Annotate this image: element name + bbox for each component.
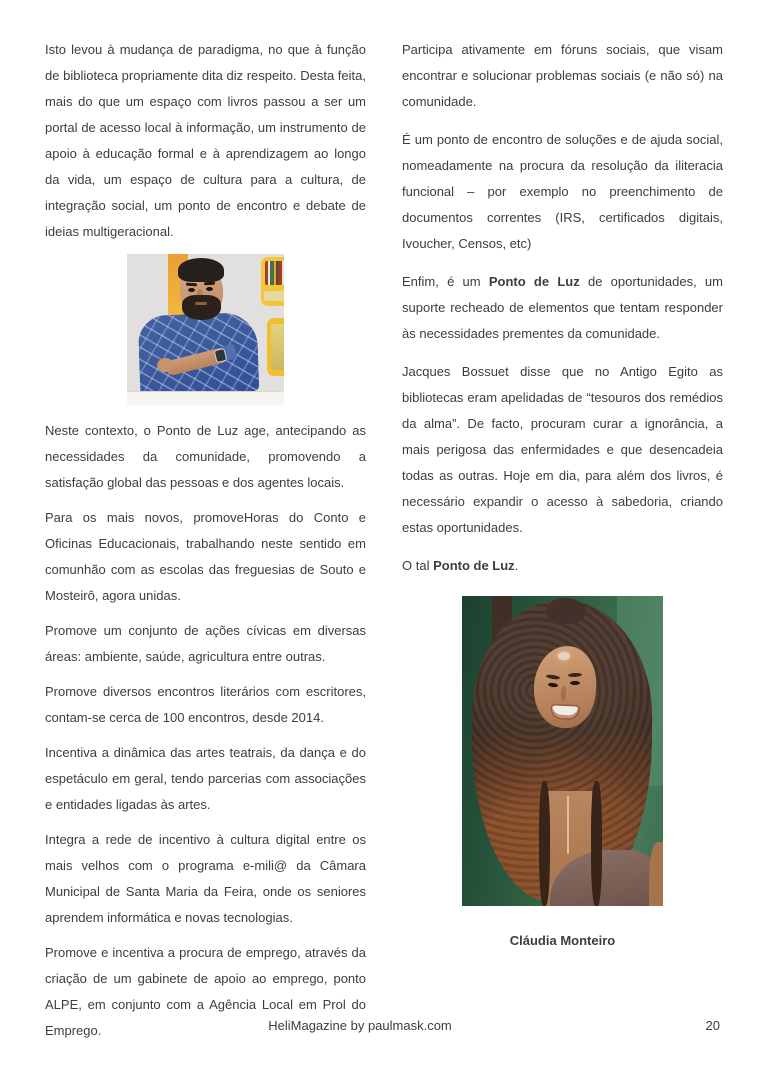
text-run: . [514, 558, 519, 573]
page-footer [0, 1016, 768, 1036]
paragraph-ajuda-social: É um ponto de encontro de soluções e de ajuda social, nomeadamente na procura da resolução da iliteracia funcional – por exemplo no preenchimento de documentos correntes (IRS, certificados digitais, Ivoucher, Censos, etc) [402, 132, 723, 251]
photo-man-mouth [195, 302, 207, 305]
left-column [45, 37, 366, 1053]
portrait-photo-claudia-monteiro [462, 596, 663, 906]
paragraph-acoes-civicas: Promove um conjunto de ações cívicas em diversas áreas: ambiente, saúde, agricultura entre outras. [45, 623, 366, 664]
photo-man-shelf-frame [261, 257, 284, 306]
footer-page-number: 20 [705, 1018, 720, 1033]
paragraph-encontros-literarios: Promove diversos encontros literários com escritores, contam-se cerca de 100 encontros, desde 2014. [45, 684, 366, 725]
photo-man-eye [188, 288, 195, 292]
paragraph-ponto-de-luz-context: Neste contexto, o Ponto de Luz age, antecipando as necessidades da comunidade, promovendo a satisfação global das pessoas e dos agentes locais. [45, 423, 366, 490]
photo-woman-hair-strand [539, 781, 550, 906]
paragraph-procura-emprego: Promove e incentiva a procura de emprego, através da criação de um gabinete de apoio ao emprego, ponto ALPE, em conjunto com a Agência Local em Prol do Emprego. [45, 945, 366, 1038]
paragraph-o-tal [402, 553, 723, 579]
photo-man-block [45, 254, 366, 405]
bold-ponto-de-luz: Ponto de Luz [433, 558, 515, 573]
photo-man-picture-frame [267, 318, 284, 376]
paragraph-horas-do-conto: Para os mais novos, promoveHoras do Conto e Oficinas Educacionais, trabalhando neste sentido em comunhão com as escolas das freguesias de Souto e Mosteirô, agora unidas. [45, 510, 366, 603]
photo-woman-block [402, 596, 723, 954]
text-run: de oportunidades, um suporte recheado de elementos que tentam responder às necessidades prementes da comunidade. [402, 274, 723, 341]
paragraph-cultura-digital: Integra a rede de incentivo à cultura digital entre os mais velhos com o programa e-mili@ da Câmara Municipal de Santa Maria da Feira, onde os seniores aprendem informática e novas tecnologias. [45, 832, 366, 925]
footer-magazine-credit: HeliMagazine by paulmask.com [268, 1018, 452, 1033]
photo-caption-claudia-monteiro: Cláudia Monteiro [509, 933, 616, 948]
paragraph-foruns-sociais: Participa ativamente em fóruns sociais, que visam encontrar e solucionar problemas sociais (e não só) na comunidade. [402, 42, 723, 109]
paragraph-oportunidades [402, 269, 723, 347]
photo-woman-hair-top [546, 598, 586, 624]
photo-man-picture [271, 324, 284, 370]
paragraph-jacques-bossuet: Jacques Bossuet disse que no Antigo Egito as bibliotecas eram apelidadas de “tesouros dos remédios da alma”. De facto, procuram curar a ignorância, a mais perigosa das enfermidades e que desencadeia todas as outras. Hoje em dia, para além dos livros, é necessário expandir o acesso à sabedoria, criando estas oportunidades. [402, 364, 723, 535]
photo-woman-shoulder [649, 842, 663, 906]
photo-woman-necklace [567, 796, 569, 854]
two-column-layout [45, 37, 723, 1053]
paragraph-paradigm-shift: Isto levou à mudança de paradigma, no que à função de biblioteca propriamente dita diz respeito. Desta feita, mais do que um espaço com livros passou a ser um portal de acesso local à informação, um instrumento de apoio à educação formal e à aprendizagem ao longo da vida, um espaço de cultura para a cultura, de integração social, um ponto de encontro e debate de ideias multigeracional. [45, 42, 366, 239]
photo-woman-hair-strand [591, 781, 602, 906]
text-run: Enfim, é um [402, 274, 489, 289]
photo-man-hair [178, 258, 224, 282]
bold-ponto-de-luz: Ponto de Luz [488, 274, 580, 289]
photo-man-shelf [264, 291, 284, 301]
photo-man-beard [182, 295, 221, 320]
right-column [402, 37, 723, 1053]
photo-man-table [127, 391, 284, 405]
paragraph-artes-teatrais: Incentiva a dinâmica das artes teatrais, da dança e do espetáculo em geral, tendo parcerias com associações e entidades ligadas às artes. [45, 745, 366, 812]
portrait-photo-man [127, 254, 284, 405]
photo-man-eye [206, 287, 213, 291]
text-run: O tal [402, 558, 434, 573]
photo-man-books [265, 261, 284, 285]
photo-woman-forehead-mark [558, 652, 570, 660]
photo-woman-eye [570, 681, 580, 685]
